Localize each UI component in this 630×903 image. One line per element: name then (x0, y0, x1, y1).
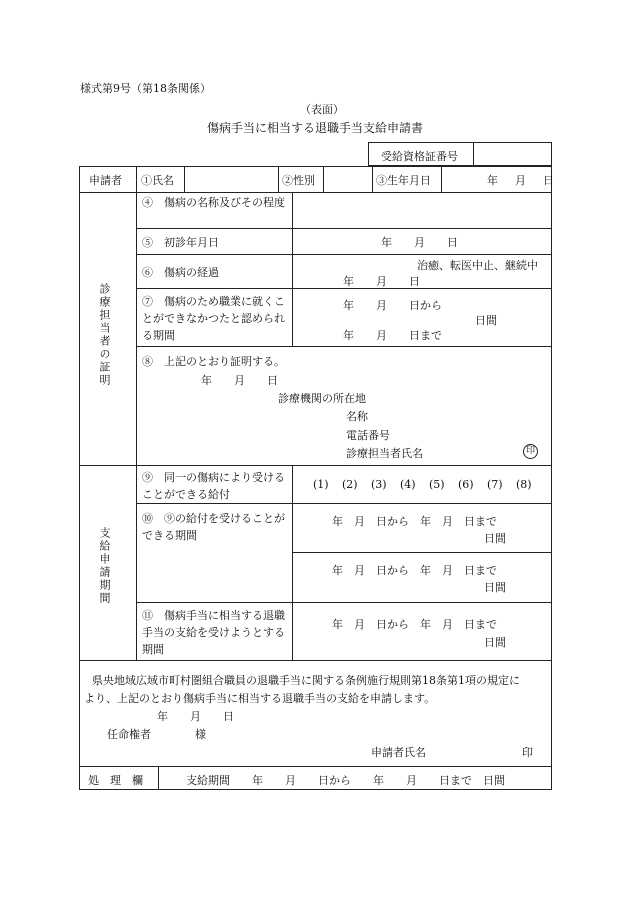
q10-days-1: 日間 (484, 532, 506, 545)
doctor-section-label: 診療担当者の証明 (98, 283, 111, 387)
applicant-label: 申請者 (89, 174, 122, 187)
q9-option-4: (4) (400, 478, 416, 491)
q9-option-3: (3) (371, 478, 387, 491)
name-label: ①氏名 (141, 174, 174, 187)
appointer-label: 任命権者 様 (107, 728, 206, 741)
q6-label: ⑥ 傷病の経過 (142, 266, 219, 279)
q9-option-6: (6) (458, 478, 474, 491)
q11-days: 日間 (484, 636, 506, 649)
form-side: （表面） (300, 103, 344, 116)
applicant-name-label: 申請者氏名 (371, 746, 426, 759)
birthdate-label: ③生年月日 (376, 174, 431, 187)
q6-status: 治癒、転医中止、継続中 (417, 259, 538, 272)
birthdate-value: 年 月 日 (487, 174, 557, 187)
processing-content: 支給期間 年 月 日から 年 月 日まで 日間 (186, 774, 505, 787)
declaration-line-1: 県央地域広域市町村圏組合職員の退職手当に関する条例施行規則第18条第1項の規定に (92, 674, 520, 687)
q5-value: 年 月 日 (381, 236, 458, 249)
q6-date: 年 月 日 (343, 275, 420, 288)
q9-option-7: (7) (487, 478, 503, 491)
q5-label: ⑤ 初診年月日 (142, 236, 219, 249)
declaration-date: 年 月 日 (157, 710, 234, 723)
applicant-seal: 印 (522, 746, 533, 759)
q9-label: ⑨ 同一の傷病により受けることができる給付 (142, 471, 285, 501)
clinic-tel-label: 電話番号 (346, 429, 390, 442)
cert-number-label: 受給資格証番号 (381, 150, 458, 163)
q9-option-1: (1) (313, 478, 329, 491)
doctor-seal: 印 (523, 444, 538, 459)
q10-label: ⑩ ⑨の給付を受けることができる期間 (142, 512, 285, 542)
form-title: 傷病手当に相当する退職手当支給申請書 (207, 121, 424, 135)
form-number: 様式第9号（第18条関係） (80, 82, 211, 95)
q7-days: 日間 (475, 314, 497, 327)
q7-from: 年 月 日から (343, 299, 442, 312)
q10-period-1: 年 月 日から 年 月 日まで (332, 515, 497, 528)
q9-option-5: (5) (429, 478, 445, 491)
q11-period: 年 月 日から 年 月 日まで (332, 618, 497, 631)
q8-label: ⑧ 上記のとおり証明する。 (142, 355, 285, 368)
processing-label: 処 理 欄 (88, 774, 143, 787)
sex-label: ②性別 (282, 174, 315, 187)
payment-section-label: 支給申請期間 (98, 527, 111, 605)
q7-label: ⑦ 傷病のため職業に就くことができなかつたと認められる期間 (142, 295, 285, 342)
q8-date: 年 月 日 (201, 374, 278, 387)
q4-label: ④ 傷病の名称及びその程度 (142, 196, 285, 209)
clinic-address-label: 診療機関の所在地 (278, 392, 366, 405)
declaration-line-2: より、上記のとおり傷病手当に相当する退職手当の支給を申請します。 (84, 692, 436, 705)
q9-option-2: (2) (342, 478, 358, 491)
doctor-name-label: 診療担当者氏名 (346, 447, 423, 460)
clinic-name-label: 名称 (346, 410, 368, 423)
q11-label: ⑪ 傷病手当に相当する退職手当の支給を受けようとする期間 (142, 609, 285, 656)
q9-option-8: (8) (516, 478, 532, 491)
q10-period-2: 年 月 日から 年 月 日まで (332, 564, 497, 577)
q10-days-2: 日間 (484, 581, 506, 594)
q7-to: 年 月 日まで (343, 329, 442, 342)
